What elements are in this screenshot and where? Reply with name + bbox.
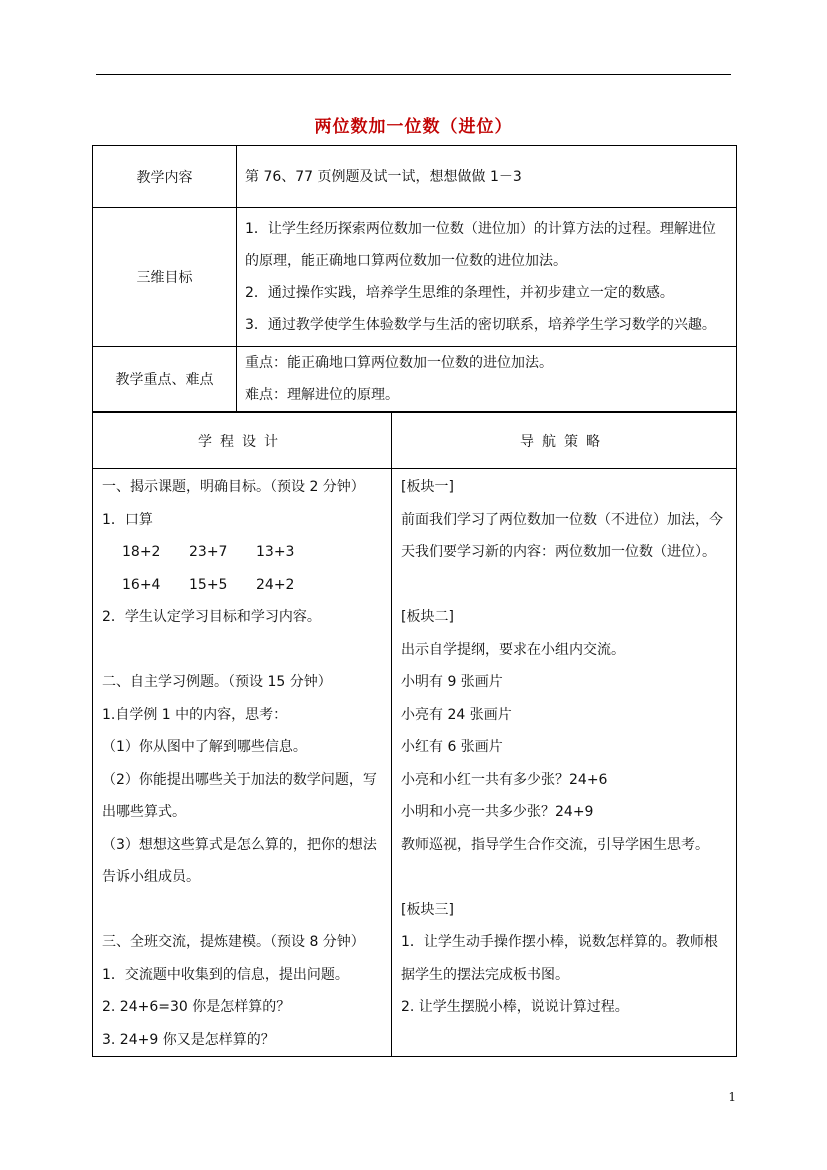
list-item: 小明和小亮一共多少张？24+9	[401, 804, 594, 820]
list-item: 前面我们学习了两位数加一位数（不进位）加法，今	[401, 511, 723, 528]
teaching-content-text: 第 76、77 页例题及试一试，想想做做 1－3	[245, 168, 522, 185]
calc-item: 15+5	[189, 576, 228, 593]
key-point-line: 重点：能正确地口算两位数加一位数的进位加法。	[245, 355, 553, 371]
calc-item: 13+3	[256, 544, 295, 560]
list-item: 告诉小组成员。	[102, 869, 200, 885]
key-points-row	[93, 347, 737, 412]
goal-line: 的原理，能正确地口算两位数加一位数的进位加法。	[245, 253, 567, 269]
list-item: 1．让学生动手操作摆小棒，说数怎样算的。教师根	[401, 934, 718, 950]
key-points-label: 教学重点、难点	[93, 347, 237, 412]
list-item: 据学生的摆法完成板书图。	[401, 966, 569, 983]
learning-design-header: 学程设计	[93, 413, 392, 469]
list-item: （3）想想这些算式是怎么算的，把你的想法	[102, 836, 377, 853]
document-title: 两位数加一位数（进位）	[314, 117, 513, 137]
calc-item: 24+2	[256, 576, 295, 593]
goal-line: 3．通过教学使学生体验数学与生活的密切联系，培养学生学习数学的兴趣。	[245, 317, 716, 333]
list-item: 出哪些算式。	[102, 804, 186, 820]
goal-line: 1．让学生经历探索两位数加一位数（进位加）的计算方法的过程。理解进位	[245, 221, 716, 237]
lesson-plan-table	[92, 412, 737, 1057]
page-number: 1	[728, 1090, 736, 1104]
section-heading: 三、全班交流，提炼建模。（预设 8 分钟）	[102, 934, 365, 950]
list-item: （1）你从图中了解到哪些信息。	[102, 739, 307, 755]
block-heading: [板块三]	[401, 901, 454, 918]
list-item: 天我们要学习新的内容：两位数加一位数（进位）。	[401, 544, 716, 560]
list-item: 小亮和小红一共有多少张？24+6	[401, 771, 608, 788]
section-heading: 一、揭示课题，明确目标。（预设 2 分钟）	[102, 479, 365, 495]
section-heading: 二、自主学习例题。（预设 15 分钟）	[102, 674, 332, 690]
calc-item: 16+4	[122, 576, 161, 593]
list-item: 小亮有 24 张画片	[401, 706, 512, 723]
goals-label: 三维目标	[93, 208, 237, 347]
teaching-content-value	[237, 146, 737, 208]
list-item: 1.自学例 1 中的内容，思考：	[102, 706, 288, 723]
oral-calc-row	[102, 569, 383, 602]
block-heading: [板块二]	[401, 609, 454, 625]
goals-content	[237, 208, 737, 347]
guidance-strategy-header: 导航策略	[392, 413, 737, 469]
plan-body-row	[93, 469, 737, 1057]
difficulty-line: 难点：理解进位的原理。	[245, 387, 399, 403]
list-item: 3. 24+9 你又是怎样算的？	[102, 1031, 275, 1048]
list-item: 小红有 6 张画片	[401, 739, 503, 755]
lesson-info-table	[92, 145, 737, 412]
plan-header-row	[93, 413, 737, 469]
teaching-content-row	[93, 146, 737, 208]
list-item: 1．口算	[102, 511, 153, 528]
calc-item: 23+7	[189, 544, 228, 560]
learning-design-column	[93, 469, 392, 1057]
goal-line: 2．通过操作实践，培养学生思维的条理性，并初步建立一定的数感。	[245, 285, 674, 301]
list-item: 2. 24+6=30 你是怎样算的？	[102, 999, 291, 1015]
calc-item: 18+2	[122, 544, 161, 560]
list-item: 2. 让学生摆脱小棒，说说计算过程。	[401, 999, 629, 1015]
key-points-content	[237, 347, 737, 412]
header-rule	[96, 74, 731, 75]
list-item: 出示自学提纲，要求在小组内交流。	[401, 641, 625, 658]
list-item: 小明有 9 张画片	[401, 674, 503, 690]
oral-calc-row	[102, 536, 383, 569]
block-heading: [板块一]	[401, 479, 454, 495]
guidance-strategy-column	[392, 469, 737, 1057]
list-item: 教师巡视，指导学生合作交流，引导学困生思考。	[401, 836, 709, 853]
teaching-content-label: 教学内容	[93, 146, 237, 208]
list-item: 1．交流题中收集到的信息，提出问题。	[102, 966, 349, 983]
goals-row	[93, 208, 737, 347]
list-item: （2）你能提出哪些关于加法的数学问题，写	[102, 771, 377, 788]
list-item: 2．学生认定学习目标和学习内容。	[102, 609, 321, 625]
